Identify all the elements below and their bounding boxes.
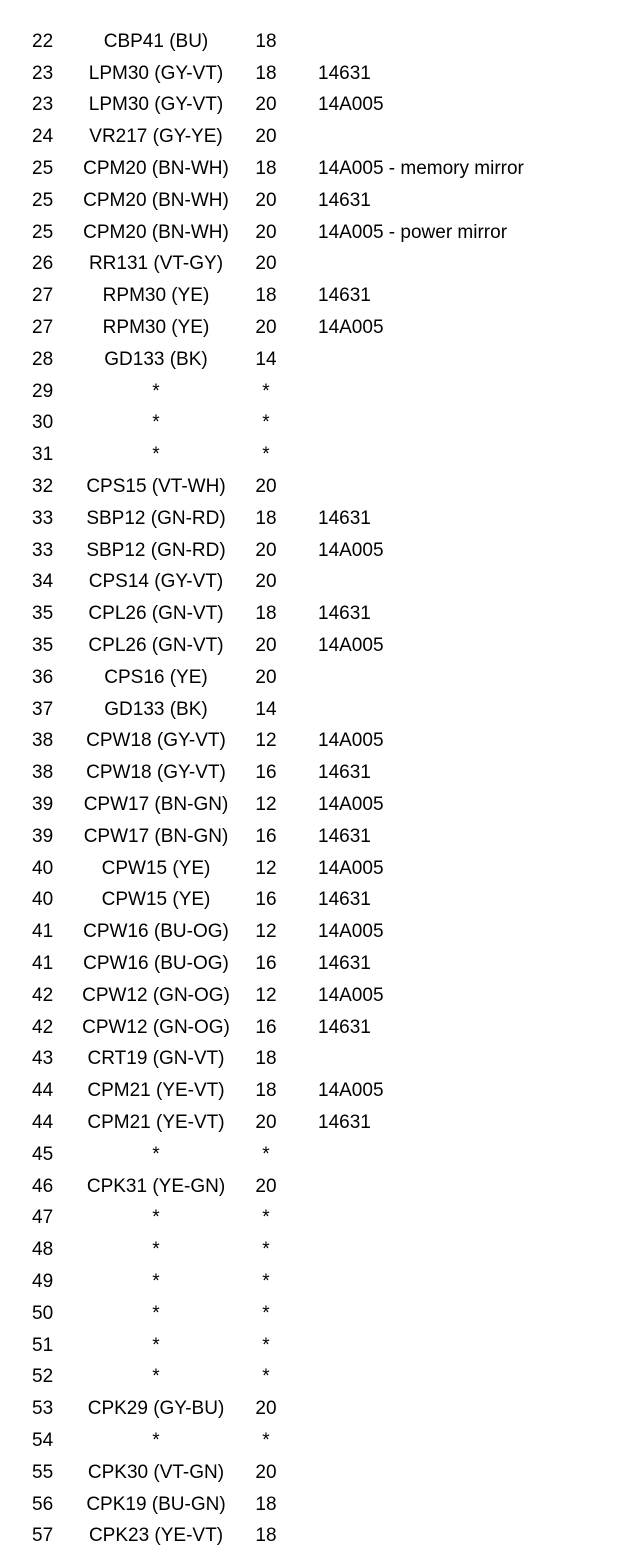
connector-note: 14631 — [318, 825, 371, 847]
circuit-name: CPS15 (VT-WH) — [86, 476, 226, 498]
circuit-name: CPW15 (YE) — [101, 857, 211, 879]
pin-number: 26 — [32, 253, 54, 275]
wire-gauge: * — [262, 1143, 270, 1165]
wire-gauge: 20 — [255, 539, 277, 561]
pin-number: 34 — [32, 571, 54, 593]
wire-gauge: 18 — [255, 158, 277, 180]
table-row — [0, 217, 624, 249]
table-row — [0, 1044, 624, 1076]
wire-gauge: 20 — [255, 221, 277, 243]
pin-number: 30 — [32, 412, 54, 434]
circuit-name: CPK23 (YE-VT) — [88, 1525, 224, 1547]
circuit-name: CPM20 (BN-WH) — [83, 158, 229, 180]
wire-gauge: 20 — [255, 666, 277, 688]
connector-note: 14A005 — [318, 984, 384, 1006]
wire-gauge: 16 — [255, 1016, 277, 1038]
circuit-name: * — [152, 380, 160, 402]
circuit-name: VR217 (GY-YE) — [89, 126, 223, 148]
table-row — [0, 853, 624, 885]
table-row — [0, 439, 624, 471]
pin-number: 45 — [32, 1143, 54, 1165]
pin-number: 46 — [32, 1175, 54, 1197]
pin-number: 29 — [32, 380, 54, 402]
wire-gauge: 16 — [255, 825, 277, 847]
pin-number: 57 — [32, 1525, 54, 1547]
connector-note: 14631 — [318, 62, 371, 84]
connector-note: 14A005 — [318, 921, 384, 943]
circuit-name: * — [152, 444, 160, 466]
table-row — [0, 1171, 624, 1203]
pin-number: 50 — [32, 1302, 54, 1324]
circuit-name: * — [152, 1366, 160, 1388]
connector-note: 14631 — [318, 1016, 371, 1038]
table-row — [0, 821, 624, 853]
table-row — [0, 1202, 624, 1234]
circuit-name: CPW18 (GY-VT) — [86, 730, 226, 752]
table-row — [0, 726, 624, 758]
circuit-name: RPM30 (YE) — [102, 285, 210, 307]
circuit-name: * — [152, 1207, 160, 1229]
table-row — [0, 1266, 624, 1298]
pin-number: 39 — [32, 794, 54, 816]
wire-gauge: 20 — [255, 189, 277, 211]
pin-number: 47 — [32, 1207, 54, 1229]
circuit-name: CPK31 (YE-GN) — [86, 1175, 226, 1197]
wire-gauge: * — [262, 1334, 270, 1356]
table-row — [0, 980, 624, 1012]
wire-gauge: 20 — [255, 476, 277, 498]
wire-gauge: * — [262, 1429, 270, 1451]
table-row — [0, 121, 624, 153]
pin-number: 41 — [32, 953, 54, 974]
pin-number: 36 — [32, 666, 54, 688]
wire-gauge: 14 — [255, 698, 277, 720]
wire-gauge: 18 — [255, 62, 277, 84]
circuit-name: CPM21 (YE-VT) — [87, 1080, 225, 1102]
table-row — [0, 312, 624, 344]
circuit-name: * — [152, 1334, 160, 1356]
circuit-name: * — [152, 1239, 160, 1261]
table-row — [0, 1425, 624, 1457]
table-row — [0, 90, 624, 122]
pin-number: 31 — [32, 444, 54, 466]
circuit-name: SBP12 (GN-RD) — [86, 539, 226, 561]
wire-gauge: 18 — [255, 1493, 277, 1515]
circuit-name: * — [152, 1143, 160, 1165]
circuit-name: CPW15 (YE) — [101, 889, 211, 911]
circuit-name: CPK29 (GY-BU) — [87, 1398, 225, 1420]
wire-gauge: 18 — [255, 1525, 277, 1547]
wire-gauge: 20 — [255, 1461, 277, 1483]
table-row — [0, 598, 624, 630]
table-row — [0, 1489, 624, 1521]
circuit-name: CPL26 (GN-VT) — [88, 635, 224, 657]
pin-number: 51 — [32, 1334, 54, 1356]
circuit-name: GD133 (BK) — [104, 348, 208, 370]
connector-note: 14631 — [318, 889, 371, 911]
circuit-name: * — [152, 1302, 160, 1324]
connector-note: 14631 — [318, 953, 371, 974]
circuit-name: CPW17 (BN-GN) — [83, 825, 229, 847]
circuit-name: SBP12 (GN-RD) — [86, 507, 226, 529]
connector-note: 14631 — [318, 507, 371, 529]
table-row — [0, 408, 624, 440]
wire-gauge: * — [262, 1302, 270, 1324]
pin-number: 35 — [32, 603, 54, 625]
circuit-name: CPW12 (GN-OG) — [82, 984, 230, 1006]
connector-note: 14A005 — [318, 1080, 384, 1102]
pin-number: 48 — [32, 1239, 54, 1261]
pin-number: 39 — [32, 825, 54, 847]
table-row — [0, 185, 624, 217]
pin-number: 42 — [32, 1016, 54, 1038]
table-row — [0, 503, 624, 535]
pin-number: 44 — [32, 1080, 54, 1102]
pin-number: 41 — [32, 921, 54, 943]
table-row — [0, 1393, 624, 1425]
table-row — [0, 1520, 624, 1552]
connector-note: 14631 — [318, 603, 371, 625]
wire-gauge: 16 — [255, 762, 277, 784]
table-row — [0, 26, 624, 58]
table-row — [0, 1457, 624, 1489]
pin-number: 33 — [32, 539, 54, 561]
wire-gauge: * — [262, 412, 270, 434]
table-row — [0, 153, 624, 185]
pin-number: 24 — [32, 126, 54, 148]
pin-number: 28 — [32, 348, 54, 370]
wire-gauge: 14 — [255, 348, 277, 370]
table-row — [0, 1075, 624, 1107]
pin-number: 25 — [32, 158, 54, 180]
wire-gauge: 18 — [255, 285, 277, 307]
wire-gauge: 20 — [255, 571, 277, 593]
connector-note: 14A005 — [318, 794, 384, 816]
circuit-name: CPW12 (GN-OG) — [82, 1016, 230, 1038]
circuit-name: CPM21 (YE-VT) — [87, 1111, 225, 1133]
circuit-name: CPK30 (VT-GN) — [87, 1461, 225, 1483]
circuit-name: RR131 (VT-GY) — [88, 253, 224, 275]
connector-pinout-table — [0, 26, 624, 1552]
table-row — [0, 885, 624, 917]
pin-number: 49 — [32, 1270, 54, 1292]
wire-gauge: 20 — [255, 317, 277, 339]
table-row — [0, 662, 624, 694]
pin-number: 40 — [32, 889, 54, 911]
table-row — [0, 916, 624, 948]
wire-gauge: 20 — [255, 1398, 277, 1420]
connector-note: 14A005 - memory mirror — [318, 158, 524, 180]
table-row — [0, 344, 624, 376]
pin-number: 23 — [32, 62, 54, 84]
pin-number: 52 — [32, 1366, 54, 1388]
circuit-name: * — [152, 1429, 160, 1451]
table-row — [0, 58, 624, 90]
pin-number: 56 — [32, 1493, 54, 1515]
wire-gauge: 16 — [255, 953, 277, 974]
table-row — [0, 757, 624, 789]
wire-gauge: * — [262, 444, 270, 466]
wire-gauge: * — [262, 1366, 270, 1388]
wire-gauge: 12 — [255, 984, 277, 1006]
circuit-name: * — [152, 412, 160, 434]
table-row — [0, 249, 624, 281]
circuit-name: CBP41 (BU) — [103, 30, 209, 52]
wire-gauge: 18 — [255, 1080, 277, 1102]
table-row — [0, 280, 624, 312]
wire-gauge: 20 — [255, 1175, 277, 1197]
wire-gauge: 20 — [255, 253, 277, 275]
circuit-name: CPW18 (GY-VT) — [86, 762, 226, 784]
table-row — [0, 567, 624, 599]
pin-number: 40 — [32, 857, 54, 879]
connector-note: 14A005 — [318, 94, 384, 116]
wire-gauge: 20 — [255, 126, 277, 148]
pin-number: 44 — [32, 1111, 54, 1133]
circuit-name: CPS16 (YE) — [104, 666, 208, 688]
pin-number: 25 — [32, 189, 54, 211]
pin-number: 55 — [32, 1461, 54, 1483]
wire-gauge: 18 — [255, 603, 277, 625]
table-row — [0, 471, 624, 503]
connector-note: 14A005 — [318, 635, 384, 657]
circuit-name: CPM20 (BN-WH) — [83, 221, 229, 243]
table-row — [0, 630, 624, 662]
table-row — [0, 535, 624, 567]
wire-gauge: 12 — [255, 730, 277, 752]
wire-gauge: 20 — [255, 94, 277, 116]
table-row — [0, 1012, 624, 1044]
circuit-name: CPW16 (BU-OG) — [83, 921, 229, 943]
connector-note: 14A005 — [318, 857, 384, 879]
table-row — [0, 1298, 624, 1330]
pin-number: 27 — [32, 285, 54, 307]
pin-number: 32 — [32, 476, 54, 498]
table-row — [0, 789, 624, 821]
wire-gauge: 16 — [255, 889, 277, 911]
circuit-name: CRT19 (GN-VT) — [87, 1048, 225, 1070]
wire-gauge: 12 — [255, 921, 277, 943]
wire-gauge: 20 — [255, 1111, 277, 1133]
pin-number: 53 — [32, 1398, 54, 1420]
connector-note: 14A005 — [318, 317, 384, 339]
wire-gauge: 12 — [255, 794, 277, 816]
circuit-name: CPS14 (GY-VT) — [88, 571, 224, 593]
circuit-name: GD133 (BK) — [104, 698, 208, 720]
table-row — [0, 376, 624, 408]
wire-gauge: 20 — [255, 635, 277, 657]
wire-gauge: 18 — [255, 30, 277, 52]
table-row — [0, 1139, 624, 1171]
pin-number: 37 — [32, 698, 54, 720]
circuit-name: RPM30 (YE) — [102, 317, 210, 339]
connector-note: 14631 — [318, 189, 371, 211]
circuit-name: CPL26 (GN-VT) — [88, 603, 224, 625]
pin-number: 54 — [32, 1429, 54, 1451]
table-row — [0, 1107, 624, 1139]
wire-gauge: 12 — [255, 857, 277, 879]
table-row — [0, 1361, 624, 1393]
table-row — [0, 1330, 624, 1362]
connector-note: 14A005 — [318, 539, 384, 561]
wire-gauge: * — [262, 380, 270, 402]
circuit-name: CPW16 (BU-OG) — [83, 953, 229, 974]
wire-gauge: * — [262, 1239, 270, 1261]
pin-number: 23 — [32, 94, 54, 116]
circuit-name: CPK19 (BU-GN) — [86, 1493, 226, 1515]
pin-number: 22 — [32, 30, 54, 52]
pin-number: 42 — [32, 984, 54, 1006]
wire-gauge: * — [262, 1270, 270, 1292]
pin-number: 33 — [32, 507, 54, 529]
circuit-name: * — [152, 1270, 160, 1292]
connector-note: 14A005 - power mirror — [318, 221, 508, 243]
connector-note: 14A005 — [318, 730, 384, 752]
wire-gauge: * — [262, 1207, 270, 1229]
table-row — [0, 1234, 624, 1266]
pin-number: 38 — [32, 762, 54, 784]
pin-number: 25 — [32, 221, 54, 243]
circuit-name: CPW17 (BN-GN) — [83, 794, 229, 816]
table-row — [0, 948, 624, 980]
circuit-name: LPM30 (GY-VT) — [88, 62, 224, 84]
pin-number: 27 — [32, 317, 54, 339]
pin-number: 38 — [32, 730, 54, 752]
wire-gauge: 18 — [255, 507, 277, 529]
connector-note: 14631 — [318, 762, 371, 784]
table-row — [0, 694, 624, 726]
connector-note: 14631 — [318, 285, 371, 307]
wire-gauge: 18 — [255, 1048, 277, 1070]
pin-number: 35 — [32, 635, 54, 657]
circuit-name: LPM30 (GY-VT) — [88, 94, 224, 116]
circuit-name: CPM20 (BN-WH) — [83, 189, 229, 211]
connector-note: 14631 — [318, 1111, 371, 1133]
pin-number: 43 — [32, 1048, 54, 1070]
